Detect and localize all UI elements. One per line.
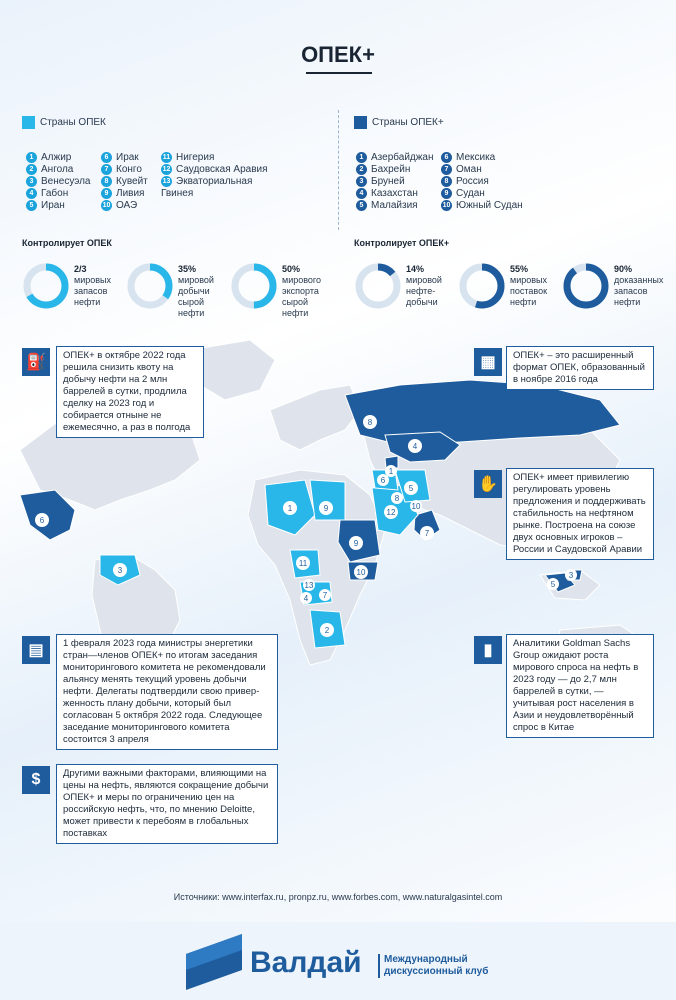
country-item <box>356 188 418 200</box>
calendar-icon: ▦ <box>474 348 502 376</box>
country-number: 7 <box>101 164 112 175</box>
opec-controls-title: Контролирует ОПЕК <box>22 238 112 248</box>
svg-text:3: 3 <box>117 566 123 575</box>
dollar-icon: $ <box>22 766 50 794</box>
marker-congo <box>319 589 331 601</box>
svg-text:2: 2 <box>324 626 330 635</box>
donut-label <box>282 264 332 319</box>
page-title: ОПЕК+ <box>301 42 375 67</box>
donut-chart <box>354 262 402 310</box>
country-name: Нигерия <box>176 152 215 164</box>
donut-text: мировых поставок нефти <box>510 275 548 307</box>
svg-text:8: 8 <box>367 418 373 427</box>
donut-chart <box>22 262 70 310</box>
marker-libya <box>319 501 333 515</box>
quota-fact: ОПЕК+ в октябре 2022 года решила снизить квоту на добычу нефти на 2 млн баррелей в сутки, продлила сделку на 2023 год и собирается отныне не ежемесячно, а раз в полгода <box>56 346 204 438</box>
donut-chart <box>562 262 610 310</box>
svg-text:12: 12 <box>386 508 396 517</box>
donut-value: 50% <box>282 264 301 274</box>
marker-sudan <box>349 536 363 550</box>
donut-value: 2/3 <box>74 264 87 274</box>
brand-subtitle: Международный дискуссионный клуб <box>378 954 508 978</box>
country-number: 1 <box>356 152 367 163</box>
handshake-icon: ✋ <box>474 470 502 498</box>
country-item <box>356 164 410 176</box>
country-item <box>26 200 65 212</box>
donut-label <box>74 264 124 308</box>
country-item <box>441 164 482 176</box>
country-number: 7 <box>441 164 452 175</box>
country-number: 5 <box>26 200 37 211</box>
brand-name: Валдай <box>250 946 362 979</box>
format-fact: ОПЕК+ – это расширенный формат ОПЕК, образованный в ноябре 2016 года <box>506 346 654 390</box>
marker-kuwait <box>391 492 403 504</box>
svg-text:5: 5 <box>408 484 414 493</box>
opec-legend-swatch <box>22 116 35 129</box>
country-number: 6 <box>101 152 112 163</box>
country-number: 5 <box>356 200 367 211</box>
country-item <box>101 176 148 188</box>
marker-iran <box>404 481 418 495</box>
svg-text:1: 1 <box>287 504 293 513</box>
country-number: 12 <box>162 166 171 173</box>
marker-russia <box>363 415 377 429</box>
country-number: 10 <box>102 202 111 209</box>
country-name: Экваториальная Гвинея <box>161 176 253 200</box>
donut-text: доказанных запасов нефти <box>614 275 664 307</box>
donut-text: мировых запасов нефти <box>74 275 111 307</box>
opec-plus-legend-label: Страны ОПЕК+ <box>372 117 444 128</box>
donut-label <box>510 264 560 308</box>
country-item <box>441 188 485 200</box>
country-item <box>101 200 137 212</box>
country-number: 2 <box>26 164 37 175</box>
country-name: Ливия <box>116 188 145 200</box>
country-item <box>101 152 139 164</box>
svg-text:6: 6 <box>380 476 386 485</box>
svg-text:7: 7 <box>424 529 430 538</box>
svg-text:5: 5 <box>550 580 556 589</box>
country-item <box>356 152 434 164</box>
title-underline <box>306 72 372 74</box>
marker-algeria <box>283 501 297 515</box>
svg-text:1: 1 <box>388 467 394 476</box>
goldman-fact: Аналитики Goldman Sachs Group ожидают роста мирового спроса на нефть в 2023 году — до 2,7 млн баррелей в сутки, — учитывая рост населения в Азии и неудовлетворённый спрос в Китае <box>506 634 654 738</box>
svg-text:10: 10 <box>411 502 421 511</box>
marker-kazakhstan <box>408 439 422 453</box>
svg-text:10: 10 <box>356 568 366 577</box>
svg-text:4: 4 <box>412 442 418 451</box>
opec-legend-label: Страны ОПЕК <box>40 117 106 128</box>
country-number: 3 <box>356 176 367 187</box>
marker-angola <box>320 623 334 637</box>
svg-text:11: 11 <box>298 559 308 568</box>
country-item <box>26 152 71 164</box>
country-name: Ангола <box>41 164 74 176</box>
donut-value: 14% <box>406 264 425 274</box>
marker-malaysia <box>547 578 559 590</box>
marker-gabon <box>300 592 312 604</box>
country-name: Мексика <box>456 152 496 164</box>
donut-value: 55% <box>510 264 529 274</box>
country-name: Казахстан <box>371 188 418 200</box>
country-number: 8 <box>101 176 112 187</box>
country-name: Бахрейн <box>371 164 411 176</box>
donut-label <box>178 264 228 319</box>
donut-text: мирового экспорта сырой нефти <box>282 275 322 318</box>
svg-text:8: 8 <box>394 494 400 503</box>
donut-chart <box>458 262 506 310</box>
country-item <box>161 152 214 164</box>
marker-oman <box>420 526 434 540</box>
donut-value: 90% <box>614 264 633 274</box>
svg-text:4: 4 <box>303 594 309 603</box>
country-item <box>441 200 523 212</box>
factors-fact: Другими важными факторами, влияющими на цены на нефть, являются сокращение добычи ОПЕК+ и меры по ограничению цен на российскую нефть, что, по мнению Deloitte, может привести к перебоям в глобальных поставках <box>56 764 278 844</box>
donut-text: мировой добычи сырой нефти <box>178 275 214 318</box>
meeting-icon: ▤ <box>22 636 50 664</box>
country-item <box>26 176 90 188</box>
country-name: Габон <box>41 188 69 200</box>
country-item <box>161 164 271 176</box>
country-name: Азербайджан <box>371 152 434 164</box>
opec-plus-controls-title: Контролирует ОПЕК+ <box>354 238 450 248</box>
country-number: 1 <box>26 152 37 163</box>
donut-fill <box>567 267 605 305</box>
svg-text:7: 7 <box>322 591 328 600</box>
country-number: 3 <box>26 176 37 187</box>
donut-label <box>406 264 456 308</box>
country-number: 9 <box>101 188 112 199</box>
svg-text:3: 3 <box>568 571 574 580</box>
marker-brunei <box>565 569 577 581</box>
country-name: Малайзия <box>371 200 418 212</box>
privilege-fact: ОПЕК+ имеет привилегию регулировать уровень предложения и поддерживать стабильность на нефтяном рынке. Построена на союзе двух основных игроков – России и Саудовской Аравии <box>506 468 654 560</box>
svg-text:6: 6 <box>39 516 45 525</box>
donut-chart <box>230 262 278 310</box>
svg-text:9: 9 <box>353 539 359 548</box>
country-item <box>26 188 68 200</box>
country-name: Кувейт <box>116 176 148 188</box>
marker-iraq <box>377 474 389 486</box>
country-name: ОАЭ <box>116 200 138 212</box>
country-number: 6 <box>441 152 452 163</box>
valdai-logo-icon <box>186 934 242 990</box>
sources: Источники: www.interfax.ru, pronpz.ru, www.forbes.com, www.naturalgasintel.com <box>173 892 503 902</box>
country-number: 4 <box>356 188 367 199</box>
svg-text:13: 13 <box>304 581 314 590</box>
marker-uae <box>410 500 422 512</box>
country-name: Алжир <box>41 152 72 164</box>
country-item <box>26 164 73 176</box>
marker-eq-guinea <box>303 579 315 591</box>
marker-nigeria <box>296 556 310 570</box>
country-name: Южный Судан <box>456 200 523 212</box>
marker-mexico <box>35 513 49 527</box>
country-name: Оман <box>456 164 482 176</box>
country-name: Иран <box>41 200 65 212</box>
marker-azerbaijan <box>385 465 397 477</box>
svg-text:9: 9 <box>323 504 329 513</box>
oil-pump-icon: ⛽ <box>22 348 50 376</box>
meeting-fact: 1 февраля 2023 года министры энергетики стран—членов ОПЕК+ по итогам заседания мониторингового комитета не рекомендовали альянсу менять текущий уровень добычи нефти. Делегаты подтвердили свою приверженность плану добычи, который был согласован 5 октября 2022 года. Следующее заседание мониторингового комитета состоится 3 апреля <box>56 634 278 750</box>
country-number: 11 <box>162 154 171 161</box>
oil-barrel-icon: ▮ <box>474 636 502 664</box>
donut-value: 35% <box>178 264 197 274</box>
country-number: 13 <box>162 178 171 185</box>
country-item <box>356 200 418 212</box>
marker-saudi <box>384 505 398 519</box>
country-name: Саудовская Аравия <box>176 164 268 176</box>
marker-south-sudan <box>354 565 368 579</box>
donut-label <box>614 264 664 308</box>
country-number: 8 <box>441 176 452 187</box>
donut-chart <box>126 262 174 310</box>
country-name: Венесуэла <box>41 176 91 188</box>
country-name: Ирак <box>116 152 139 164</box>
country-item <box>101 164 142 176</box>
country-name: Россия <box>456 176 489 188</box>
divider <box>338 110 339 230</box>
country-number: 4 <box>26 188 37 199</box>
country-name: Бруней <box>371 176 405 188</box>
donut-text: мировой нефте-добычи <box>406 275 442 307</box>
country-number: 2 <box>356 164 367 175</box>
country-item <box>101 188 144 200</box>
country-item <box>356 176 405 188</box>
country-name: Судан <box>456 188 485 200</box>
country-name: Конго <box>116 164 142 176</box>
country-item <box>441 152 495 164</box>
opec-plus-legend-swatch <box>354 116 367 129</box>
country-number: 9 <box>441 188 452 199</box>
country-item <box>161 176 271 200</box>
country-number: 10 <box>442 202 451 209</box>
marker-venezuela <box>113 563 127 577</box>
country-item <box>441 176 489 188</box>
